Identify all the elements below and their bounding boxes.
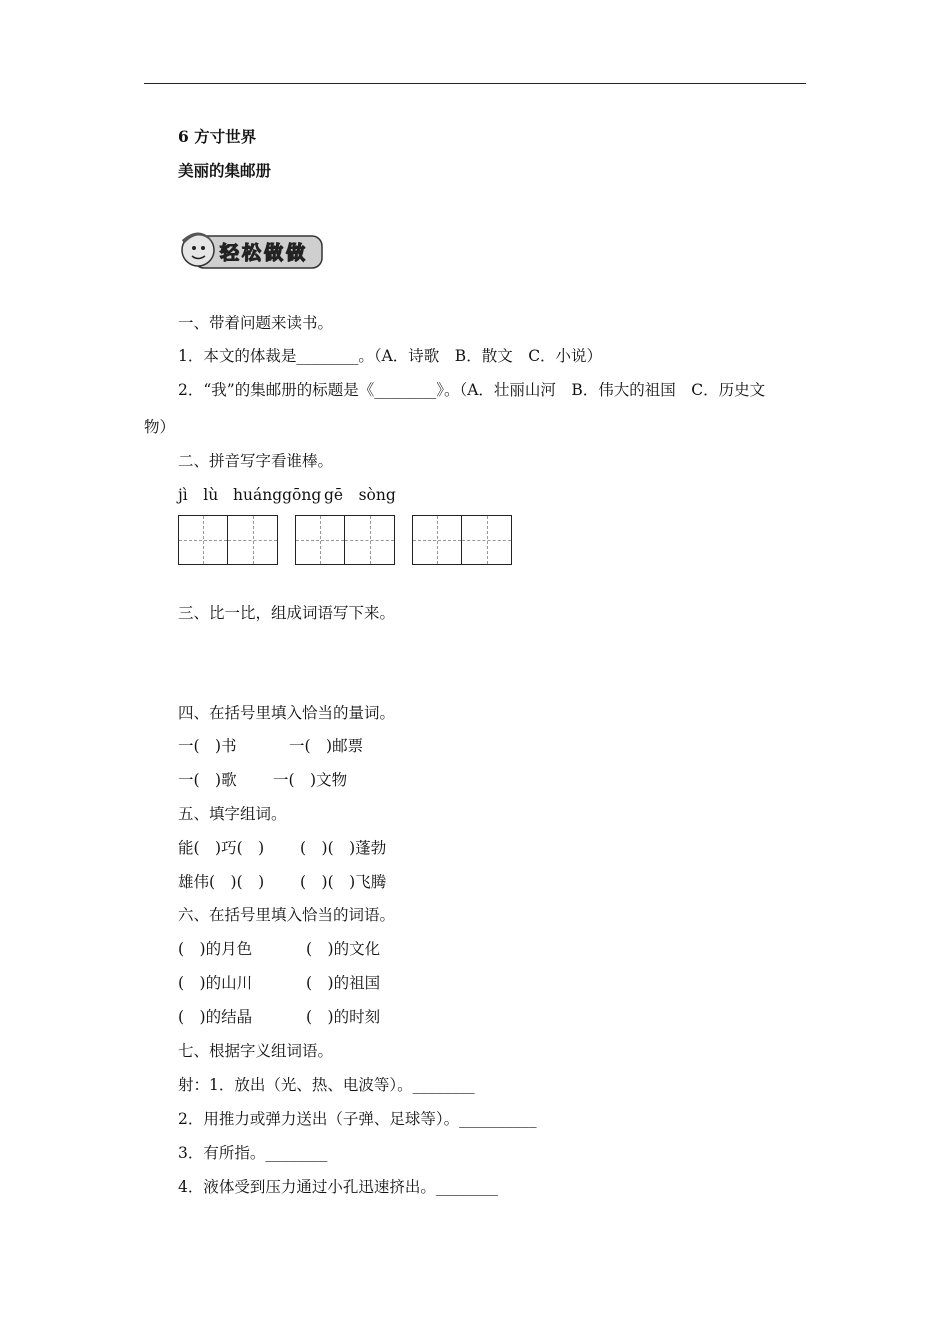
section4-heading: 四、在括号里填入恰当的量词。	[178, 704, 396, 722]
easy-practice-badge-icon	[176, 224, 326, 276]
pinyin-1: jì lù	[178, 486, 219, 504]
section6-item: ( )的山川	[178, 974, 253, 992]
section7-item: 射：1．放出（光、热、电波等）。________	[178, 1076, 475, 1094]
section5-item: 能( )巧( )	[178, 839, 265, 857]
section1-heading: 一、带着问题来读书。	[178, 314, 334, 332]
writing-grid-3[interactable]	[412, 515, 512, 567]
section5-item: ( )( )飞腾	[300, 873, 387, 891]
section6-item: ( )的文化	[306, 940, 381, 958]
writing-grid-1[interactable]	[178, 515, 278, 567]
section6-item: ( )的祖国	[306, 974, 381, 992]
writing-cell[interactable]	[228, 515, 278, 565]
section4-item: 一( )歌	[178, 771, 237, 789]
pinyin-3: gē sòng	[324, 486, 396, 504]
badge-text: 轻松做做	[220, 242, 309, 264]
section2-heading: 二、拼音写字看谁棒。	[178, 452, 334, 470]
section4-item: 一( )邮票	[289, 737, 364, 755]
section5-item: 雄伟( )( )	[178, 873, 265, 891]
writing-cell[interactable]	[462, 515, 512, 565]
section6-heading: 六、在括号里填入恰当的词语。	[178, 906, 396, 924]
section3-heading: 三、比一比，组成词语写下来。	[178, 604, 396, 622]
section1-q1: 1．本文的体裁是________。（A．诗歌 B．散文 C．小说）	[178, 347, 603, 365]
section4-item: 一( )文物	[273, 771, 348, 789]
writing-grid-2[interactable]	[295, 515, 395, 567]
section7-item: 4．液体受到压力通过小孔迅速挤出。________	[178, 1178, 498, 1196]
section1-q2-cont: 物）	[144, 418, 176, 436]
writing-cell[interactable]	[412, 515, 462, 565]
section1-q2: 2．“我”的集邮册的标题是《________》。（A．壮丽山河 B．伟大的祖国 C．历史文	[178, 381, 766, 399]
section5-heading: 五、填字组词。	[178, 805, 287, 823]
lesson-title: 6 方寸世界	[178, 127, 257, 146]
writing-cell[interactable]	[345, 515, 395, 565]
section7-item: 2．用推力或弹力送出（子弹、足球等）。__________	[178, 1110, 537, 1128]
writing-cell[interactable]	[178, 515, 228, 565]
pinyin-2: huánggōng	[233, 486, 322, 504]
section7-heading: 七、根据字义组词语。	[178, 1042, 334, 1060]
header-rule	[144, 83, 806, 84]
section4-item: 一( )书	[178, 737, 237, 755]
section6-item: ( )的时刻	[306, 1008, 381, 1026]
section6-item: ( )的月色	[178, 940, 253, 958]
section5-item: ( )( )蓬勃	[300, 839, 387, 857]
article-title: 美丽的集邮册	[178, 161, 272, 180]
section6-item: ( )的结晶	[178, 1008, 253, 1026]
writing-cell[interactable]	[295, 515, 345, 565]
section7-item: 3．有所指。________	[178, 1144, 328, 1162]
